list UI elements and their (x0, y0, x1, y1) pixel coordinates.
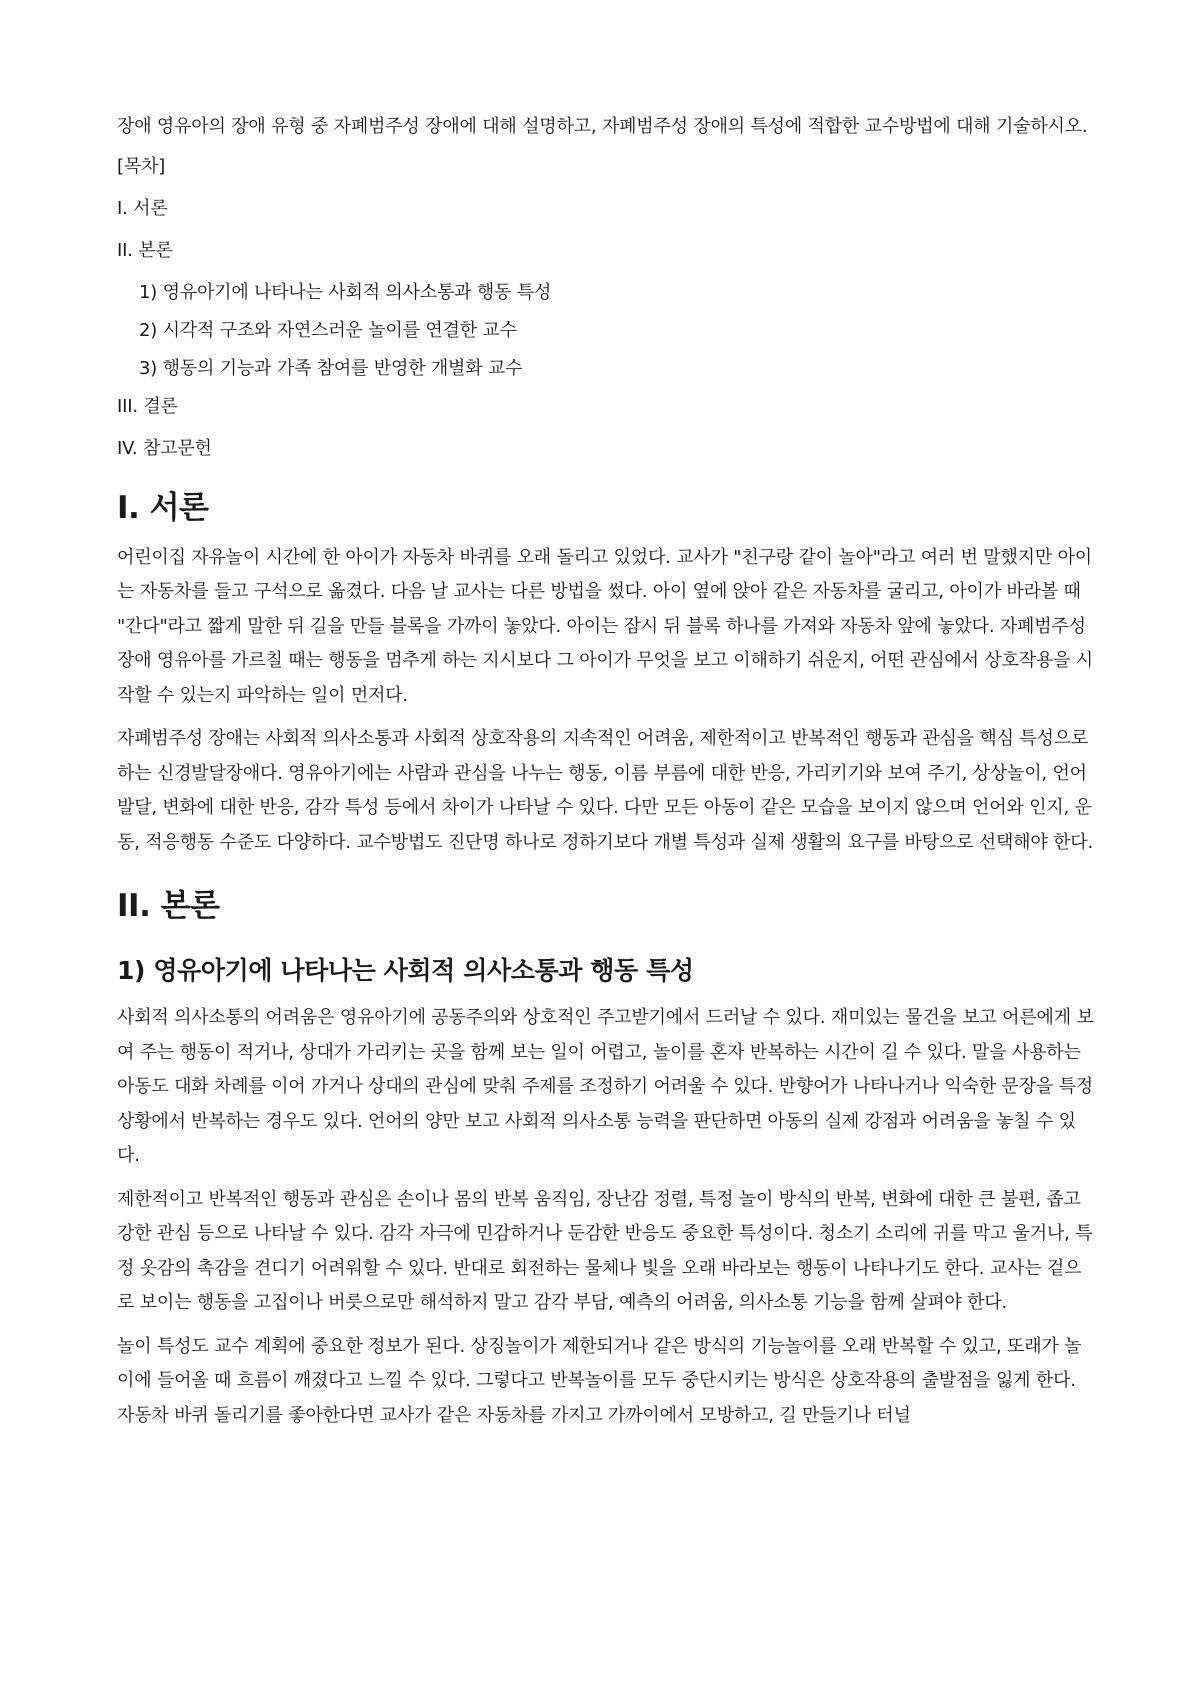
intro-paragraph: 자폐범주성 장애는 사회적 의사소통과 사회적 상호작용의 지속적인 어려움, 제한적이고 반복적인 행동과 관심을 핵심 특성으로 하는 신경발달장애다. 영유아기에는 사람과 관심을 나누는 행동, 이름 부름에 대한 반응, 가리키기와 보여 주기, 상상놀이, 언어발달, 변화에 대한 반응, 감각 특성 등에서 차이가 나타날 수 있다. 다만 모든 아동이 같은 모습을 보이지 않으며 언어와 인지, 운동, 적응행동 수준도 다양하다. 교수방법도 진단명 하나로 정하기보다 개별 특성과 실제 생활의 요구를 바탕으로 선택해야 한다. (117, 728, 1093, 853)
section-heading-main-body: II. 본론 (117, 888, 220, 924)
section-heading-introduction: I. 서론 (117, 489, 209, 526)
toc-subitem-3: 3) 행동의 기능과 가족 참여를 반영한 개별화 교수 (139, 357, 523, 379)
intro-paragraph: 어린이집 자유놀이 시간에 한 아이가 자동차 바퀴를 오래 돌리고 있었다. 교사가 "친구랑 같이 놀아"라고 여러 번 말했지만 아이는 자동차를 들고 구석으로 옮겼다. 다음 날 교사는 다른 방법을 썼다. 아이 옆에 앉아 같은 자동차를 굴리고, 아이가 바라볼 때 "간다"라고 짧게 말한 뒤 길을 만들 블록을 가까이 놓았다. 아이는 잠시 뒤 블록 하나를 가져와 자동차 앞에 놓았다. 자폐범주성 장애 영유아를 가르칠 때는 행동을 멈추게 하는 지시보다 그 아이가 무엇을 보고 이해하기 쉬운지, 어떤 관심에서 상호작용을 시작할 수 있는지 파악하는 일이 먼저다. (117, 546, 1093, 706)
table-of-contents (117, 153, 1097, 462)
body-paragraph: 놀이 특성도 교수 계획에 중요한 정보가 된다. 상징놀이가 제한되거나 같은 방식의 기능놀이를 오래 반복할 수 있고, 또래가 놀이에 들어올 때 흐름이 깨졌다고 느낄 수 있다. 그렇다고 반복놀이를 모두 중단시키는 방식은 상호작용의 출발점을 잃게 한다. 자동차 바퀴 돌리기를 좋아한다면 교사가 같은 자동차를 가지고 가까이에서 모방하고, 길 만들기나 터널 (117, 1335, 1082, 1426)
toc-item-main-body: II. 본론 (117, 239, 173, 261)
toc-item-introduction: I. 서론 (117, 197, 168, 219)
toc-heading: [목차] (117, 155, 166, 177)
toc-item-references: IV. 참고문헌 (117, 437, 212, 459)
toc-subitem-1: 1) 영유아기에 나타나는 사회적 의사소통과 행동 특성 (139, 281, 552, 303)
subsection-heading-1: 1) 영유아기에 나타나는 사회적 의사소통과 행동 특성 (117, 956, 694, 985)
assignment-prompt: 장애 영유아의 장애 유형 중 자폐범주성 장애에 대해 설명하고, 자폐범주성 장애의 특성에 적합한 교수방법에 대해 기술하시오. (117, 116, 1088, 137)
document-page (117, 110, 1097, 1442)
body-paragraph: 제한적이고 반복적인 행동과 관심은 손이나 몸의 반복 움직임, 장난감 정렬, 특정 놀이 방식의 반복, 변화에 대한 큰 불편, 좁고 강한 관심 등으로 나타날 수 있다. 감각 자극에 민감하거나 둔감한 반응도 중요한 특성이다. 청소기 소리에 귀를 막고 울거나, 특정 옷감의 촉감을 견디기 어려워할 수 있다. 반대로 회전하는 물체나 빛을 오래 바라보는 행동이 나타나기도 한다. 교사는 겉으로 보이는 행동을 고집이나 버릇으로만 해석하지 말고 감각 부담, 예측의 어려움, 의사소통 기능을 함께 살펴야 한다. (117, 1188, 1093, 1313)
body-paragraph: 사회적 의사소통의 어려움은 영유아기에 공동주의와 상호적인 주고받기에서 드러날 수 있다. 재미있는 물건을 보고 어른에게 보여 주는 행동이 적거나, 상대가 가리키는 곳을 함께 보는 일이 어렵고, 놀이를 혼자 반복하는 시간이 길 수 있다. 말을 사용하는 아동도 대화 차례를 이어 가거나 상대의 관심에 맞춰 주제를 조정하기 어려울 수 있다. 반향어가 나타나거나 익숙한 문장을 특정 상황에서 반복하는 경우도 있다. 언어의 양만 보고 사회적 의사소통 능력을 판단하면 아동의 실제 강점과 어려움을 놓칠 수 있다. (117, 1007, 1094, 1166)
toc-item-conclusion: III. 결론 (117, 395, 178, 417)
toc-subitem-2: 2) 시각적 구조와 자연스러운 놀이를 연결한 교수 (139, 319, 517, 341)
